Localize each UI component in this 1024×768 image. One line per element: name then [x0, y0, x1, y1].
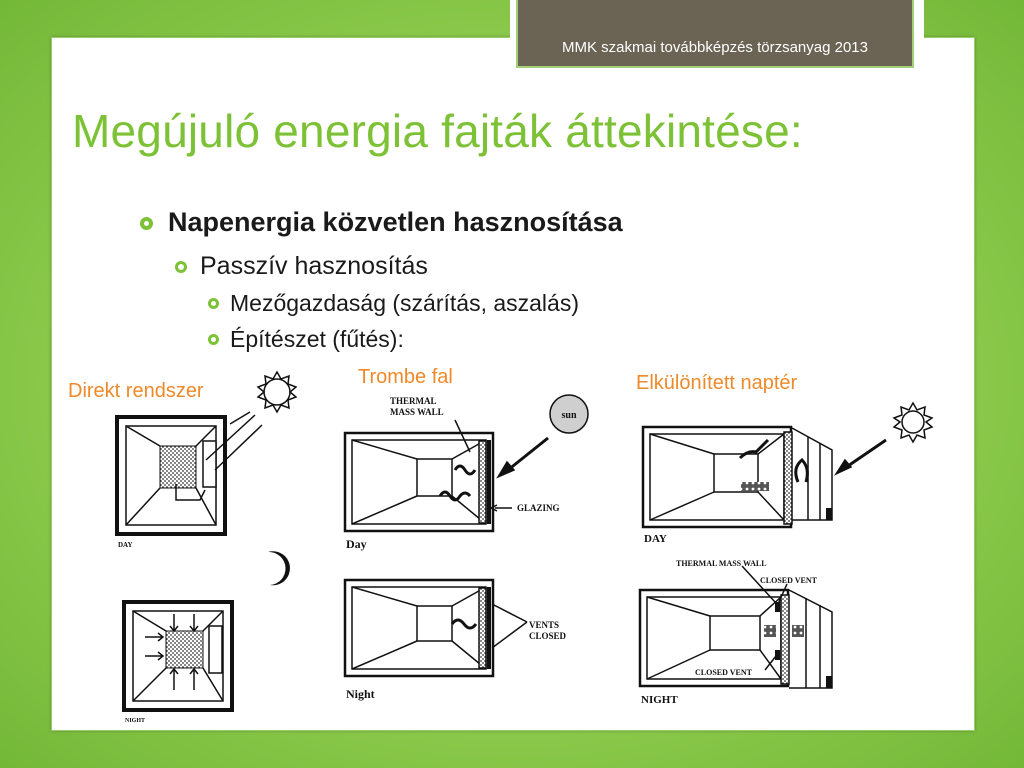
sun-label: sun: [561, 410, 577, 421]
trombe-wall-label-2: MASS WALL: [390, 407, 444, 417]
trombe-closed-label: CLOSED: [529, 631, 567, 641]
sunspace-day-diagram: [643, 427, 886, 545]
banner-text: MMK szakmai továbbképzés törzsanyag 2013: [562, 39, 868, 56]
sun-icon: [894, 403, 932, 442]
trombe-night-label: Night: [346, 687, 375, 701]
caption-direct: Direkt rendszer: [68, 380, 204, 402]
trombe-vents-label: VENTS: [529, 620, 560, 630]
trombe-glazing-label: GLAZING: [517, 503, 560, 513]
direct-day-label: DAY: [118, 541, 133, 549]
direct-day-diagram: [117, 412, 262, 549]
sunspace-closed-vent-top-label: CLOSED VENT: [760, 576, 817, 585]
direct-night-label: NIGHT: [125, 718, 146, 724]
sun-icon: [258, 372, 296, 412]
sun-badge-icon: [550, 395, 588, 433]
sunspace-wall-label: THERMAL MASS WALL: [676, 559, 767, 568]
bullet-text: Építészet (fűtés):: [230, 326, 404, 352]
trombe-night-diagram: [345, 580, 567, 701]
sunspace-closed-vent-bottom-label: CLOSED VENT: [695, 668, 752, 677]
sunspace-day-label: DAY: [644, 533, 667, 545]
bullet-text: Passzív hasznosítás: [200, 252, 428, 280]
trombe-wall-label: THERMAL: [390, 396, 437, 406]
moon-icon: [268, 551, 290, 585]
caption-isolated: Elkülönített naptér: [636, 372, 798, 394]
direct-night-diagram: [124, 602, 232, 724]
bullet-text: Napenergia közvetlen hasznosítása: [168, 207, 623, 237]
moon-icon: [882, 547, 906, 590]
sunspace-night-label: NIGHT: [641, 694, 678, 706]
caption-trombe: Trombe fal: [358, 366, 453, 388]
sunspace-night-diagram: [640, 559, 832, 706]
slide-title: Megújuló energia fajták áttekintése:: [72, 105, 803, 157]
trombe-day-label: Day: [346, 537, 367, 551]
trombe-day-diagram: [345, 396, 560, 551]
bullet-text: Mezőgazdaság (szárítás, aszalás): [230, 290, 579, 316]
moon-icon: [565, 553, 588, 595]
